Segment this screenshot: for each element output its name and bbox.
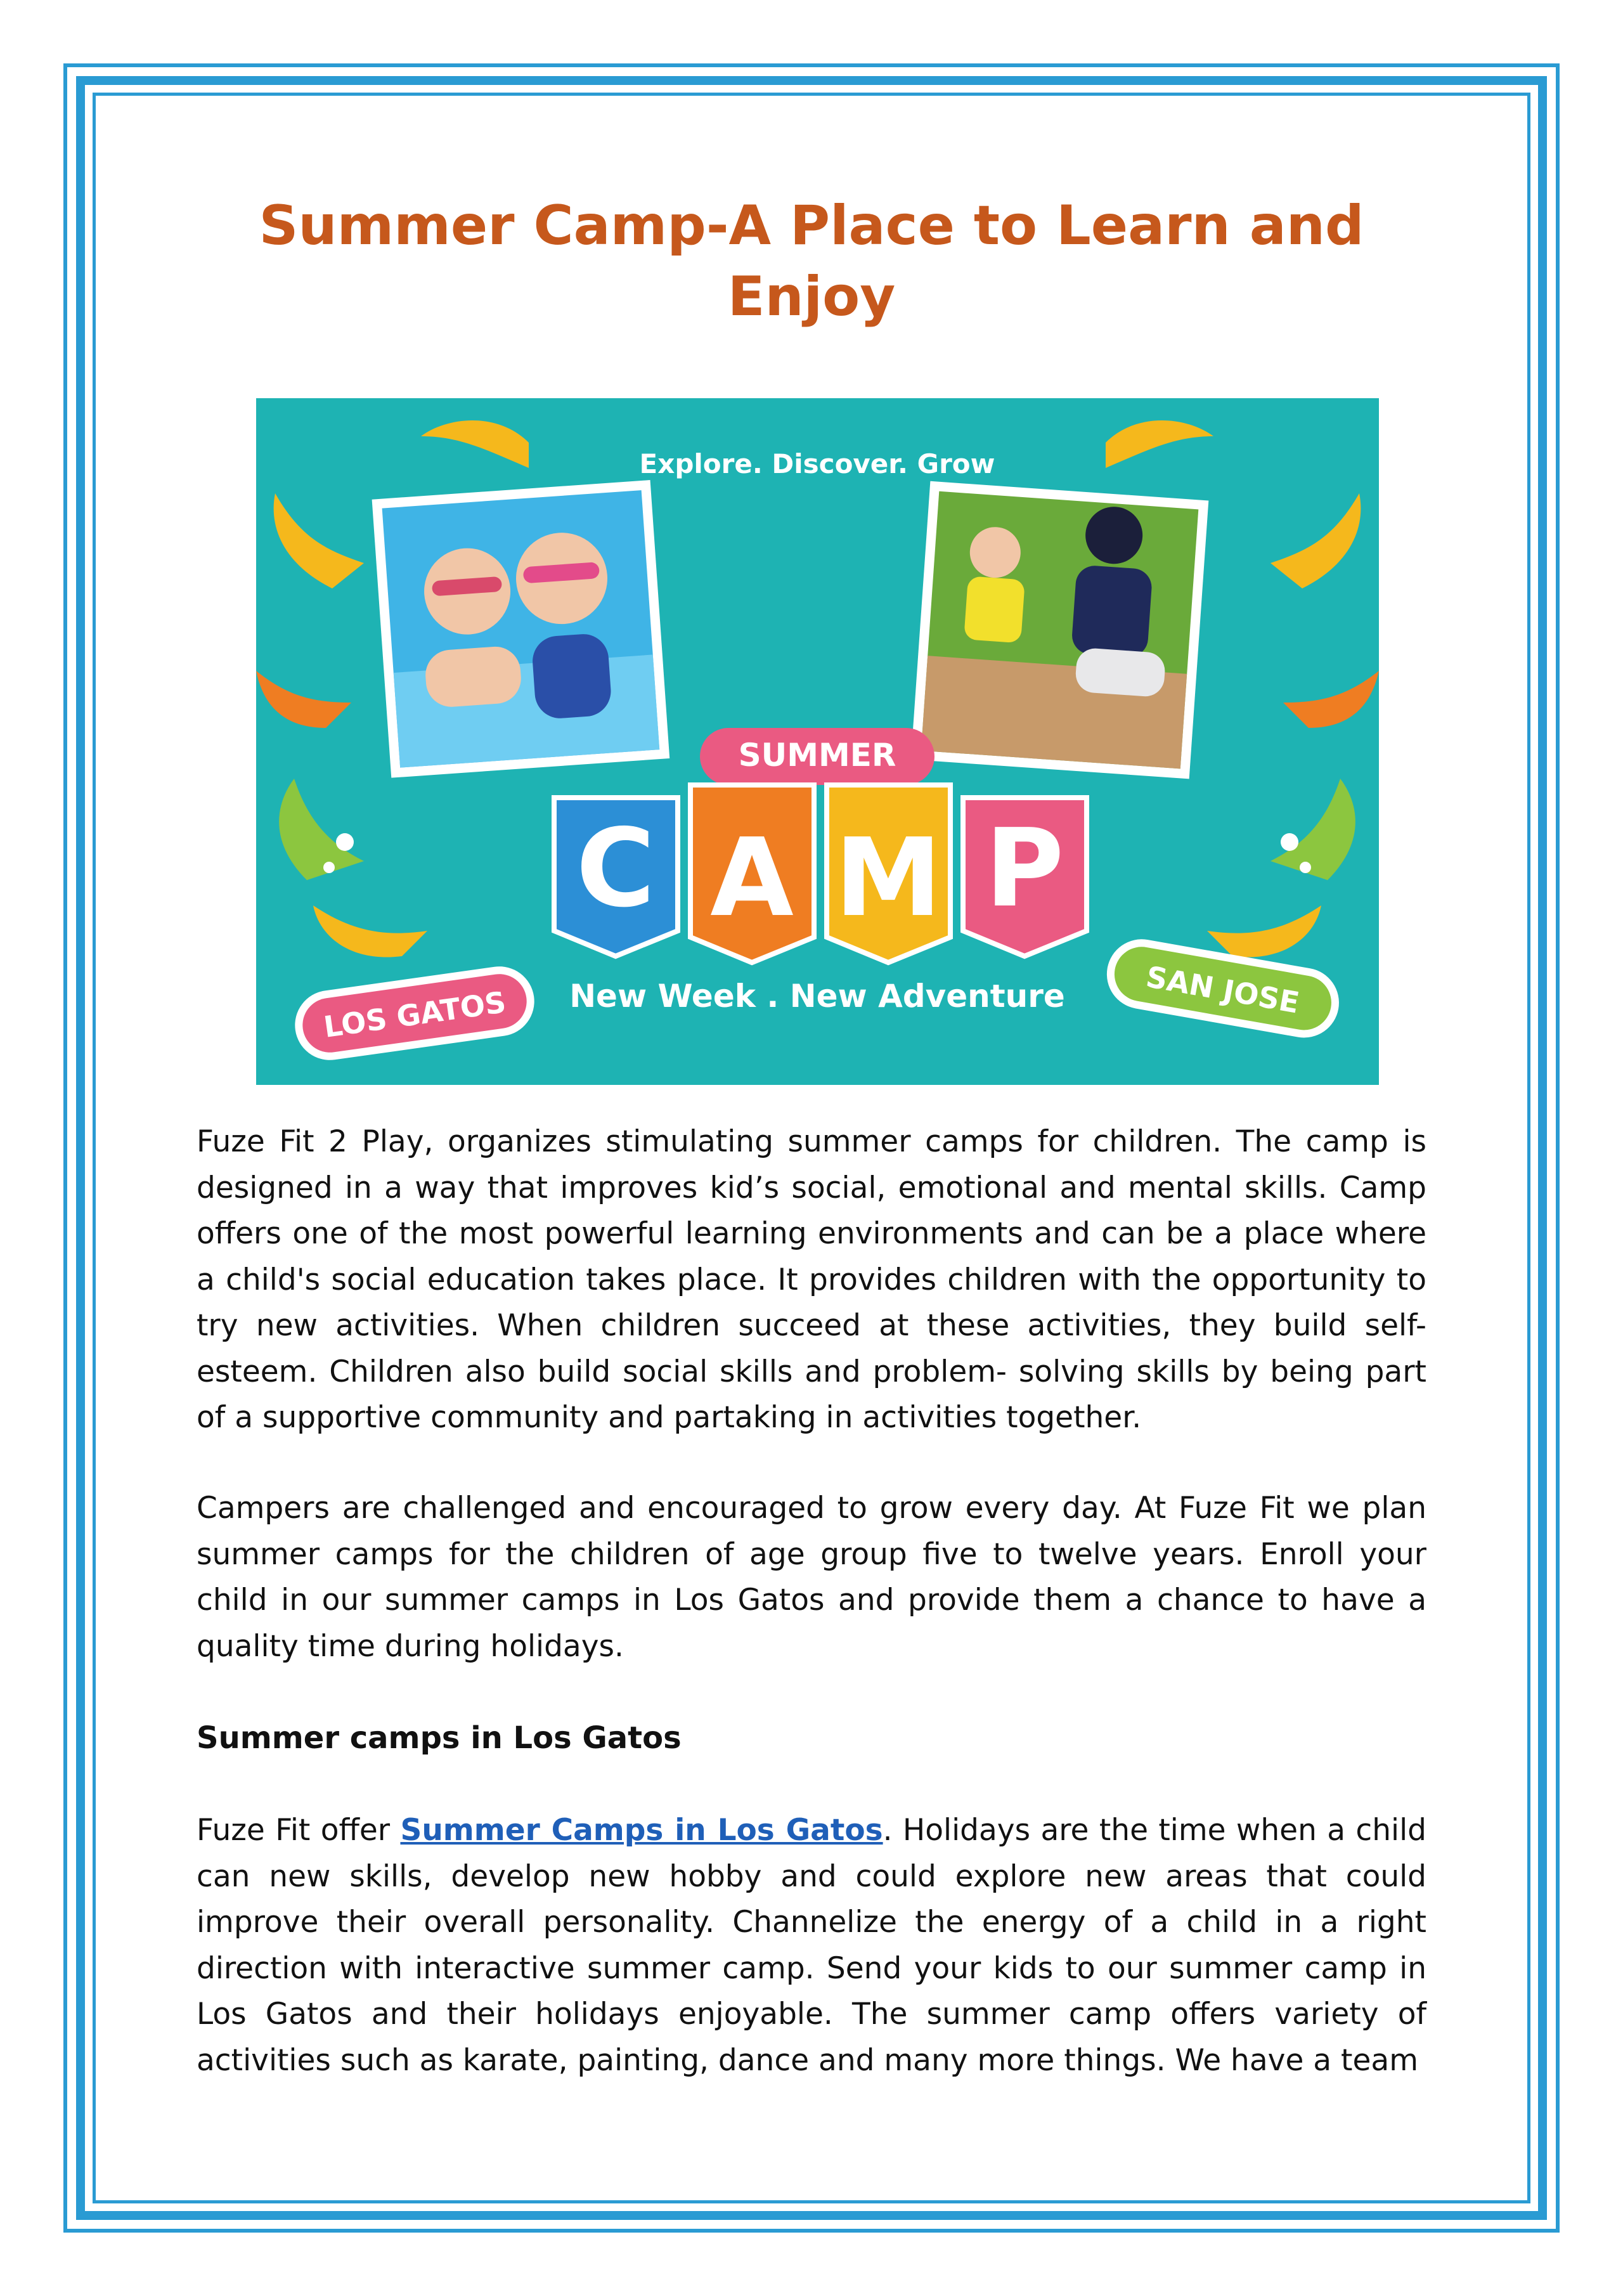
summer-camp-banner-image xyxy=(256,398,1379,1085)
los-gatos-label: LOS GATOS xyxy=(321,985,508,1044)
san-jose-badge xyxy=(1101,934,1344,1044)
banner-subtitle: New Week . New Adventure xyxy=(569,978,1065,1015)
baseball-photo xyxy=(911,481,1209,779)
banner-tagline: Explore. Discover. Grow xyxy=(639,448,995,479)
paragraph-los-gatos-lead: Fuze Fit offer xyxy=(197,1813,401,1848)
page-title: Summer Camp-A Place to Learn and Enjoy xyxy=(259,194,1364,328)
los-gatos-badge xyxy=(290,962,539,1065)
camp-letter-p: P xyxy=(985,806,1064,931)
swimming-photo xyxy=(372,480,670,778)
paragraph-campers: Campers are challenged and encouraged to grow every day. At Fuze Fit we plan summer camps for the children of age group five to twelve years. Enroll your child in our summer camps in Los Gatos and provide them a chance to have a quality time during holidays. xyxy=(197,1491,1426,1664)
camp-flags xyxy=(554,785,1087,963)
paragraph-intro: Fuze Fit 2 Play, organizes stimulating summer camps for children. The camp is designed in a way that improves kid’s social, emotional and mental skills. Camp offers one of the most powerful learning environments and can be a place where a child's social education takes place. It provides children with the opportunity to try new activities. When children succeed at these activities, they build self-esteem. Children also build social skills and problem- solving skills by being part of a supportive community and partaking in activities together. xyxy=(197,1124,1426,1435)
san-jose-label: SAN JOSE xyxy=(1143,959,1302,1020)
banner-summer-label: SUMMER xyxy=(738,737,896,774)
section-heading-los-gatos: Summer camps in Los Gatos xyxy=(197,1720,682,1756)
camp-letter-m: M xyxy=(834,815,942,941)
paragraph-los-gatos xyxy=(197,1808,1426,2084)
camp-letter-c: C xyxy=(576,806,656,931)
summer-camps-los-gatos-link[interactable]: Summer Camps in Los Gatos xyxy=(400,1813,883,1848)
camp-letter-a: A xyxy=(710,815,794,941)
paragraph-los-gatos-rest: . Holidays are the time when a child can new skills, develop new hobby and could explore new areas that could improve their overall personality. Channelize the energy of a child in a right direction with interactive summer camp. Send your kids to our summer camp in Los Gatos and their holidays enjoyable. The summer camp offers variety of activities such as karate, painting, dance and many more things. We have a team xyxy=(197,1813,1427,2078)
